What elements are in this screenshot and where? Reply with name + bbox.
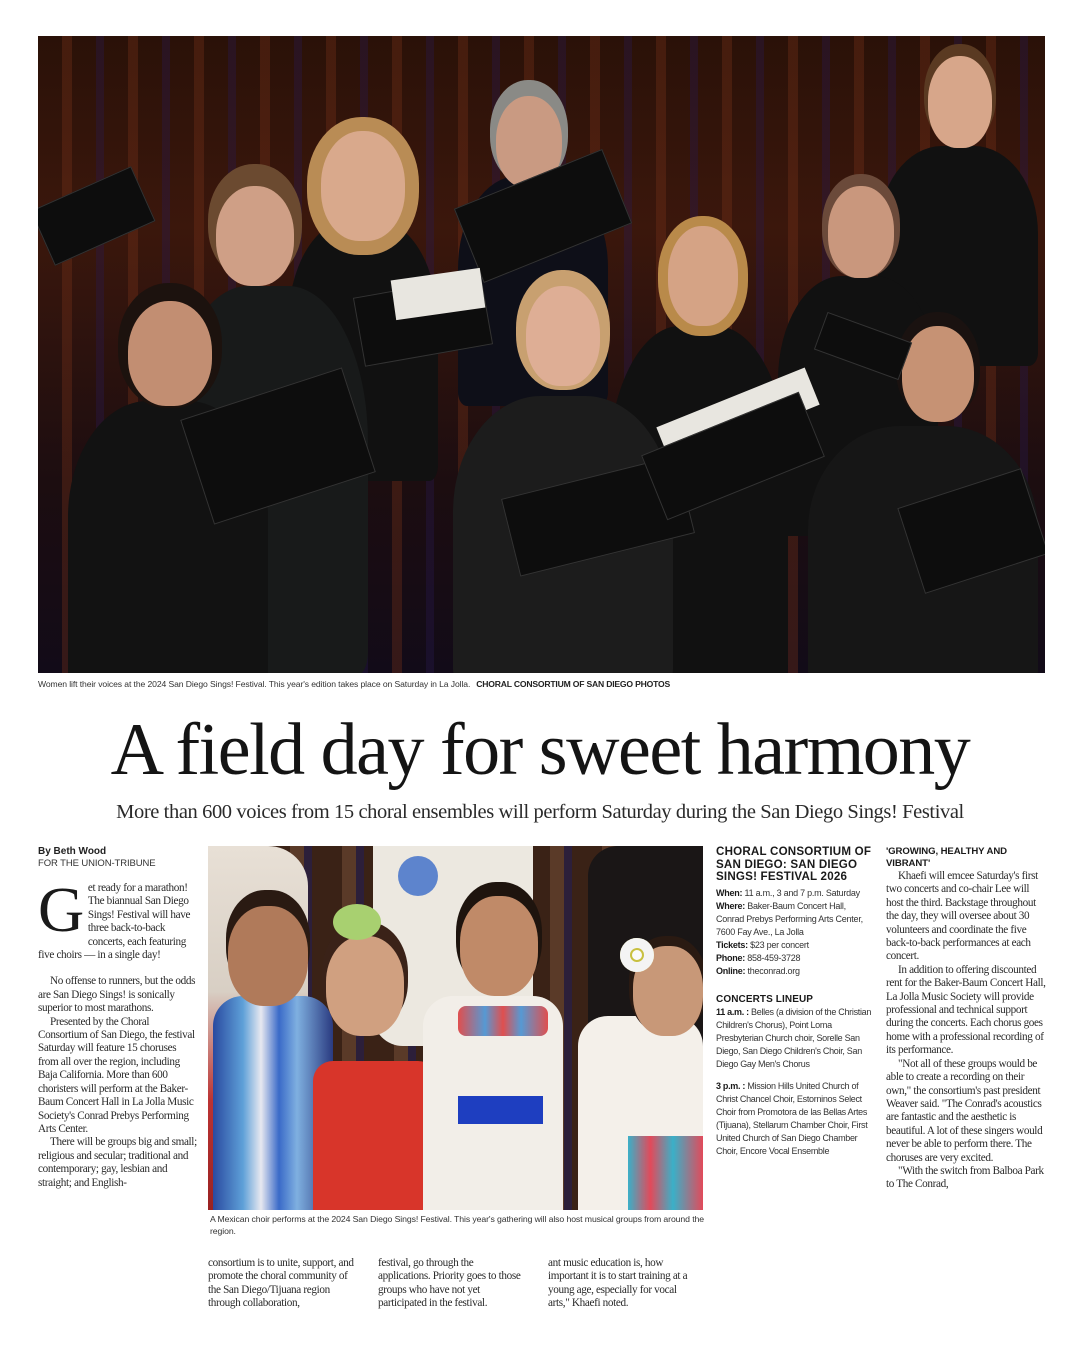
lineup-groups: Belles (a division of the Christian Children's Chorus), Point Loma Presbyterian Church choir, Sorelle San Diego, San Diego Children's Choir, San Diego Gay Men's Chorus (716, 1007, 872, 1070)
section-subhead: 'GROWING, HEALTHY AND VIBRANT' (886, 846, 1007, 869)
info-value: $23 per concert (750, 940, 809, 951)
article-column-2 (208, 1257, 358, 1311)
main-photo (38, 36, 1045, 673)
secondary-photo-caption: A Mexican choir performs at the 2024 San Diego Sings! Festival. This year's gathering will also host musical groups from around the region. (210, 1214, 704, 1236)
child-figure (313, 1061, 438, 1210)
article-column-4 (548, 1257, 698, 1311)
info-value: Baker-Baum Concert Hall, Conrad Prebys Performing Arts Center, 7600 Fay Ave., La Jolla (716, 900, 863, 938)
mexican-choir-photo (208, 846, 703, 1210)
photo-credit: CHORAL CONSORTIUM OF SAN DIEGO PHOTOS (476, 679, 671, 689)
event-info-box (716, 846, 874, 1166)
patterned-skirt (628, 1136, 703, 1210)
article-column-6 (886, 846, 1046, 1192)
info-when (716, 887, 874, 900)
paragraph: "With the switch from Balboa Park to The Conrad, (886, 1164, 1044, 1191)
paragraph: ant music education is, how important it is to start training at a young age, especially for vocal arts," Khaefi noted. (548, 1257, 688, 1310)
lineup-groups: Mission Hills United Church of Christ Chancel Choir, Estorninos Select Choir from Promotora de las Bellas Artes (Tijuana), Stellarum Chamber Choir, First United Church of San Diego Chamber Choir, Encore Vocal Ensemble (716, 1080, 868, 1156)
info-label: Tickets: (716, 940, 748, 951)
drop-cap: G (38, 874, 84, 945)
info-value[interactable]: theconrad.org (747, 966, 800, 977)
blue-sash (458, 1096, 543, 1124)
lineup-item (716, 1080, 874, 1157)
info-online (716, 965, 874, 978)
lineup-heading: CONCERTS LINEUP (716, 994, 814, 1006)
info-label: Where: (716, 900, 746, 911)
info-label: Phone: (716, 953, 745, 964)
info-box-title: CHORAL CONSORTIUM OF SAN DIEGO: SAN DIEGO SINGS! FESTIVAL 2026 (716, 845, 872, 884)
info-label: Online: (716, 966, 746, 977)
body-paragraphs (886, 870, 1046, 1192)
info-where (716, 900, 874, 939)
article-column-3 (378, 1257, 528, 1311)
lineup-time: 11 a.m. : (716, 1007, 749, 1018)
paragraph: Khaefi will emcee Saturday's first two concerts and co-chair Lee will host the third. Backstage throughout the day, they will oversee about 30 volunteers and coordinate the five back-to-back performances at each concert. (886, 870, 1038, 963)
paragraph: consortium is to unite, support, and promote the choral community of the San Diego/Tijuana region through collaboration, (208, 1257, 354, 1310)
child-head (326, 936, 404, 1036)
byline: By Beth Wood (38, 846, 107, 857)
info-label: When: (716, 887, 743, 898)
lead-text: et ready for a marathon! The biannual San Diego Sings! Festival will have three back-to-back concerts, each featuring five choirs — in a single day! (38, 882, 191, 962)
info-value: 11 a.m., 3 and 7 p.m. Saturday (744, 887, 860, 898)
article-column-1 (38, 846, 198, 1190)
choir-folder (38, 166, 155, 266)
lead-paragraph (38, 874, 198, 962)
flower-hairpiece (620, 938, 654, 972)
info-phone (716, 952, 874, 965)
embroidery (398, 856, 438, 896)
paragraph: No offense to runners, but the odds are San Diego Sings! is sonically superior to most marathons. (38, 975, 196, 1015)
paragraph: "Not all of these groups would be able to create a recording on their own," the consortium's past president Weaver said. "The Conrad's acoustics are fantastic and the aesthetic is beautiful. A lot of these singers would never be able to perform there. The choruses are very excited. (886, 1057, 1043, 1164)
paragraph: festival, go through the applications. Priority goes to those groups who have not yet participated in the festival. (378, 1257, 521, 1310)
child-head (228, 906, 308, 1006)
paragraph: In addition to offering discounted rent for the Baker-Baum Concert Hall, La Jolla Music Society will provide professional and technical support during the concerts. Each chorus goes home with a professional recording of its performance. (886, 963, 1046, 1057)
lineup-item (716, 1006, 874, 1071)
headline: A field day for sweet harmony (110, 709, 970, 791)
caption-text: Women lift their voices at the 2024 San Diego Sings! Festival. This year's edition takes place on Saturday in La Jolla. (38, 679, 471, 689)
body-paragraphs (38, 975, 198, 1190)
byline-affiliation: FOR THE UNION-TRIBUNE (38, 858, 156, 869)
info-value: 858-459-3728 (747, 953, 801, 964)
subheadline-dek: More than 600 voices from 15 choral ensembles will perform Saturday during the San Diego Sings! Festival (116, 801, 964, 823)
embroidery (458, 1006, 548, 1036)
info-tickets (716, 939, 874, 952)
main-photo-caption (38, 679, 1048, 689)
paragraph: Presented by the Choral Consortium of San Diego, the festival Saturday will feature 15 choruses from all over the region, including Baja California. More than 600 choristers will perform at the Baker-Baum Concert Hall in La Jolla Music Society's Conrad Prebys Performing Arts Center. (38, 1015, 195, 1135)
paragraph: There will be groups big and small; religious and secular; traditional and contemporary; gay, lesbian and straight; and English- (38, 1136, 197, 1189)
flower-hairpiece (333, 904, 381, 940)
child-head (460, 896, 538, 996)
lineup-time: 3 p.m. : (716, 1080, 746, 1091)
